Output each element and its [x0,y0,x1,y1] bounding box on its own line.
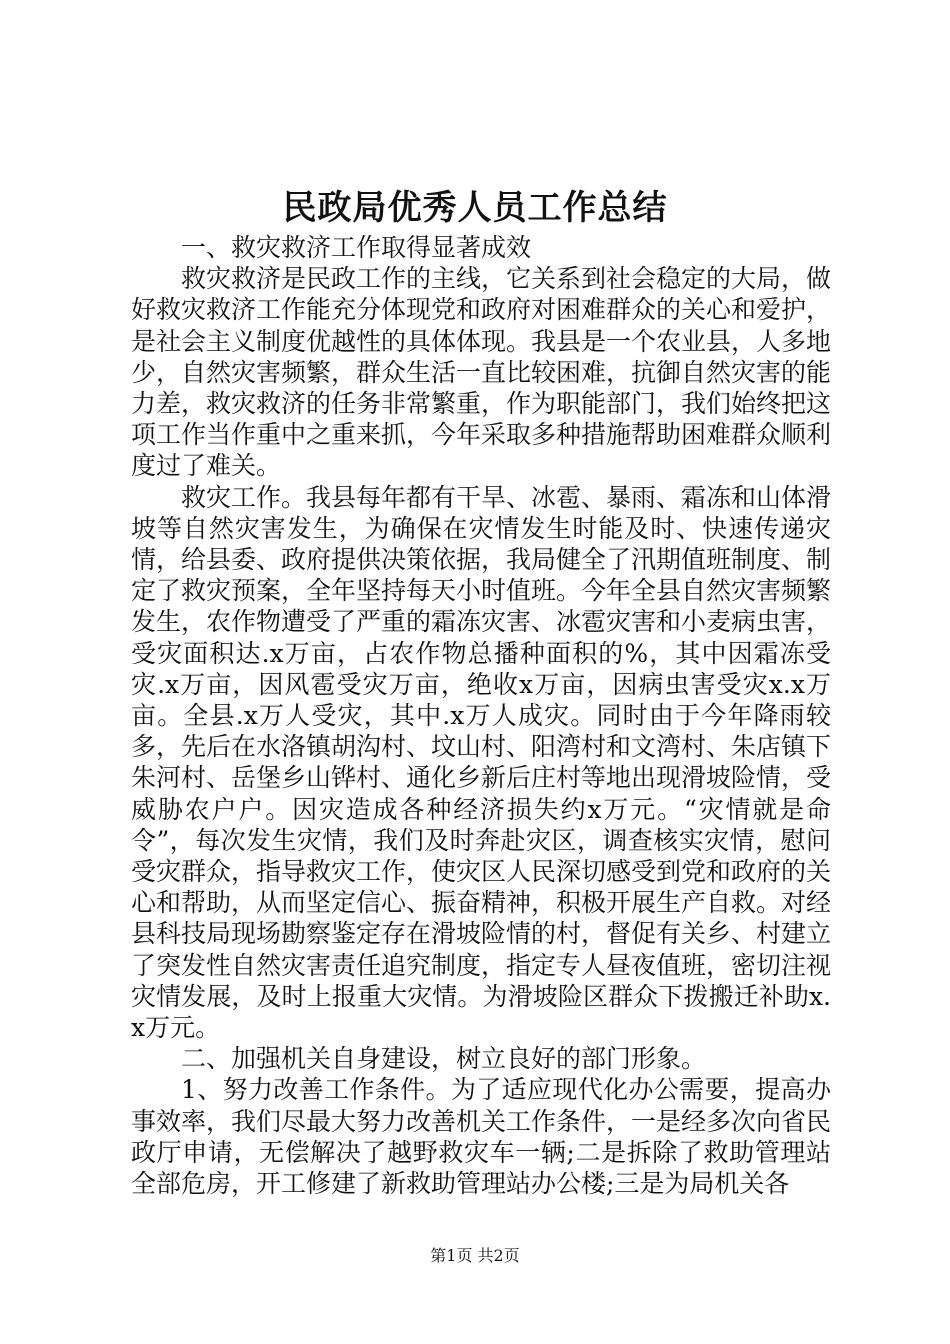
page-footer: 第1页 共2页 [430,1246,520,1265]
paragraph-2: 救灾工作。我县每年都有干旱、冰雹、暴雨、霜冻和山体滑坡等自然灾害发生，为确保在灾情发生时能及时、快速传递灾情，给县委、政府提供决策依据，我局健全了汛期值班制度、制定了救灾预案，全年坚持每天小时值班。今年全县自然灾害频繁发生，农作物遭受了严重的霜冻灾害、冰雹灾害和小麦病虫害，受灾面积达.x万亩，占农作物总播种面积的%，其中因霜冻受灾.x万亩，因风雹受灾万亩，绝收x万亩，因病虫害受灾x.x万亩。全县.x万人受灾，其中.x万人成灾。同时由于今年降雨较多，先后在水洛镇胡沟村、坟山村、阳湾村和文湾村、朱店镇下朱河村、岳堡乡山铧村、通化乡新后庄村等地出现滑坡险情，受威胁农户户。因灾造成各种经济损失约x万元。“灾情就是命令”，每次发生灾情，我们及时奔赴灾区，调查核实灾情，慰问受灾群众，指导救灾工作，使灾区人民深切感受到党和政府的关心和帮助，从而坚定信心、振奋精神，积极开展生产自救。对经县科技局现场勘察鉴定存在滑坡险情的村，督促有关乡、村建立了突发性自然灾害责任追究制度，指定专人昼夜值班，密切注视灾情发展，及时上报重大灾情。为滑坡险区群众下拨搬迁补助x.x万元。 [131,482,832,1043]
document-body [131,232,831,1199]
paragraph-1: 救灾救济是民政工作的主线，它关系到社会稳定的大局，做好救灾救济工作能充分体现党和政府对困难群众的关心和爱护，是社会主义制度优越性的具体体现。我县是一个农业县，人多地少，自然灾害频繁，群众生活一直比较困难，抗御自然灾害的能力差，救灾救济的任务非常繁重，作为职能部门，我们始终把这项工作当作重中之重来抓，今年采取多种措施帮助困难群众顺利度过了难关。 [131,264,832,481]
document-title: 民政局优秀人员工作总结 [282,188,668,228]
section-heading-2: 二、加强机关自身建设，树立良好的部门形象。 [181,1044,707,1074]
section-heading-1: 一、救灾救济工作取得显著成效 [181,233,532,262]
paragraph-3: 1、努力改善工作条件。为了适应现代化办公需要，提高办事效率，我们尽最大努力改善机关工作条件，一是经多次向省民政厅申请，无偿解决了越野救灾车一辆;二是拆除了救助管理站全部危房，开工修建了新救助管理站办公楼;三是为局机关各 [131,1075,832,1199]
